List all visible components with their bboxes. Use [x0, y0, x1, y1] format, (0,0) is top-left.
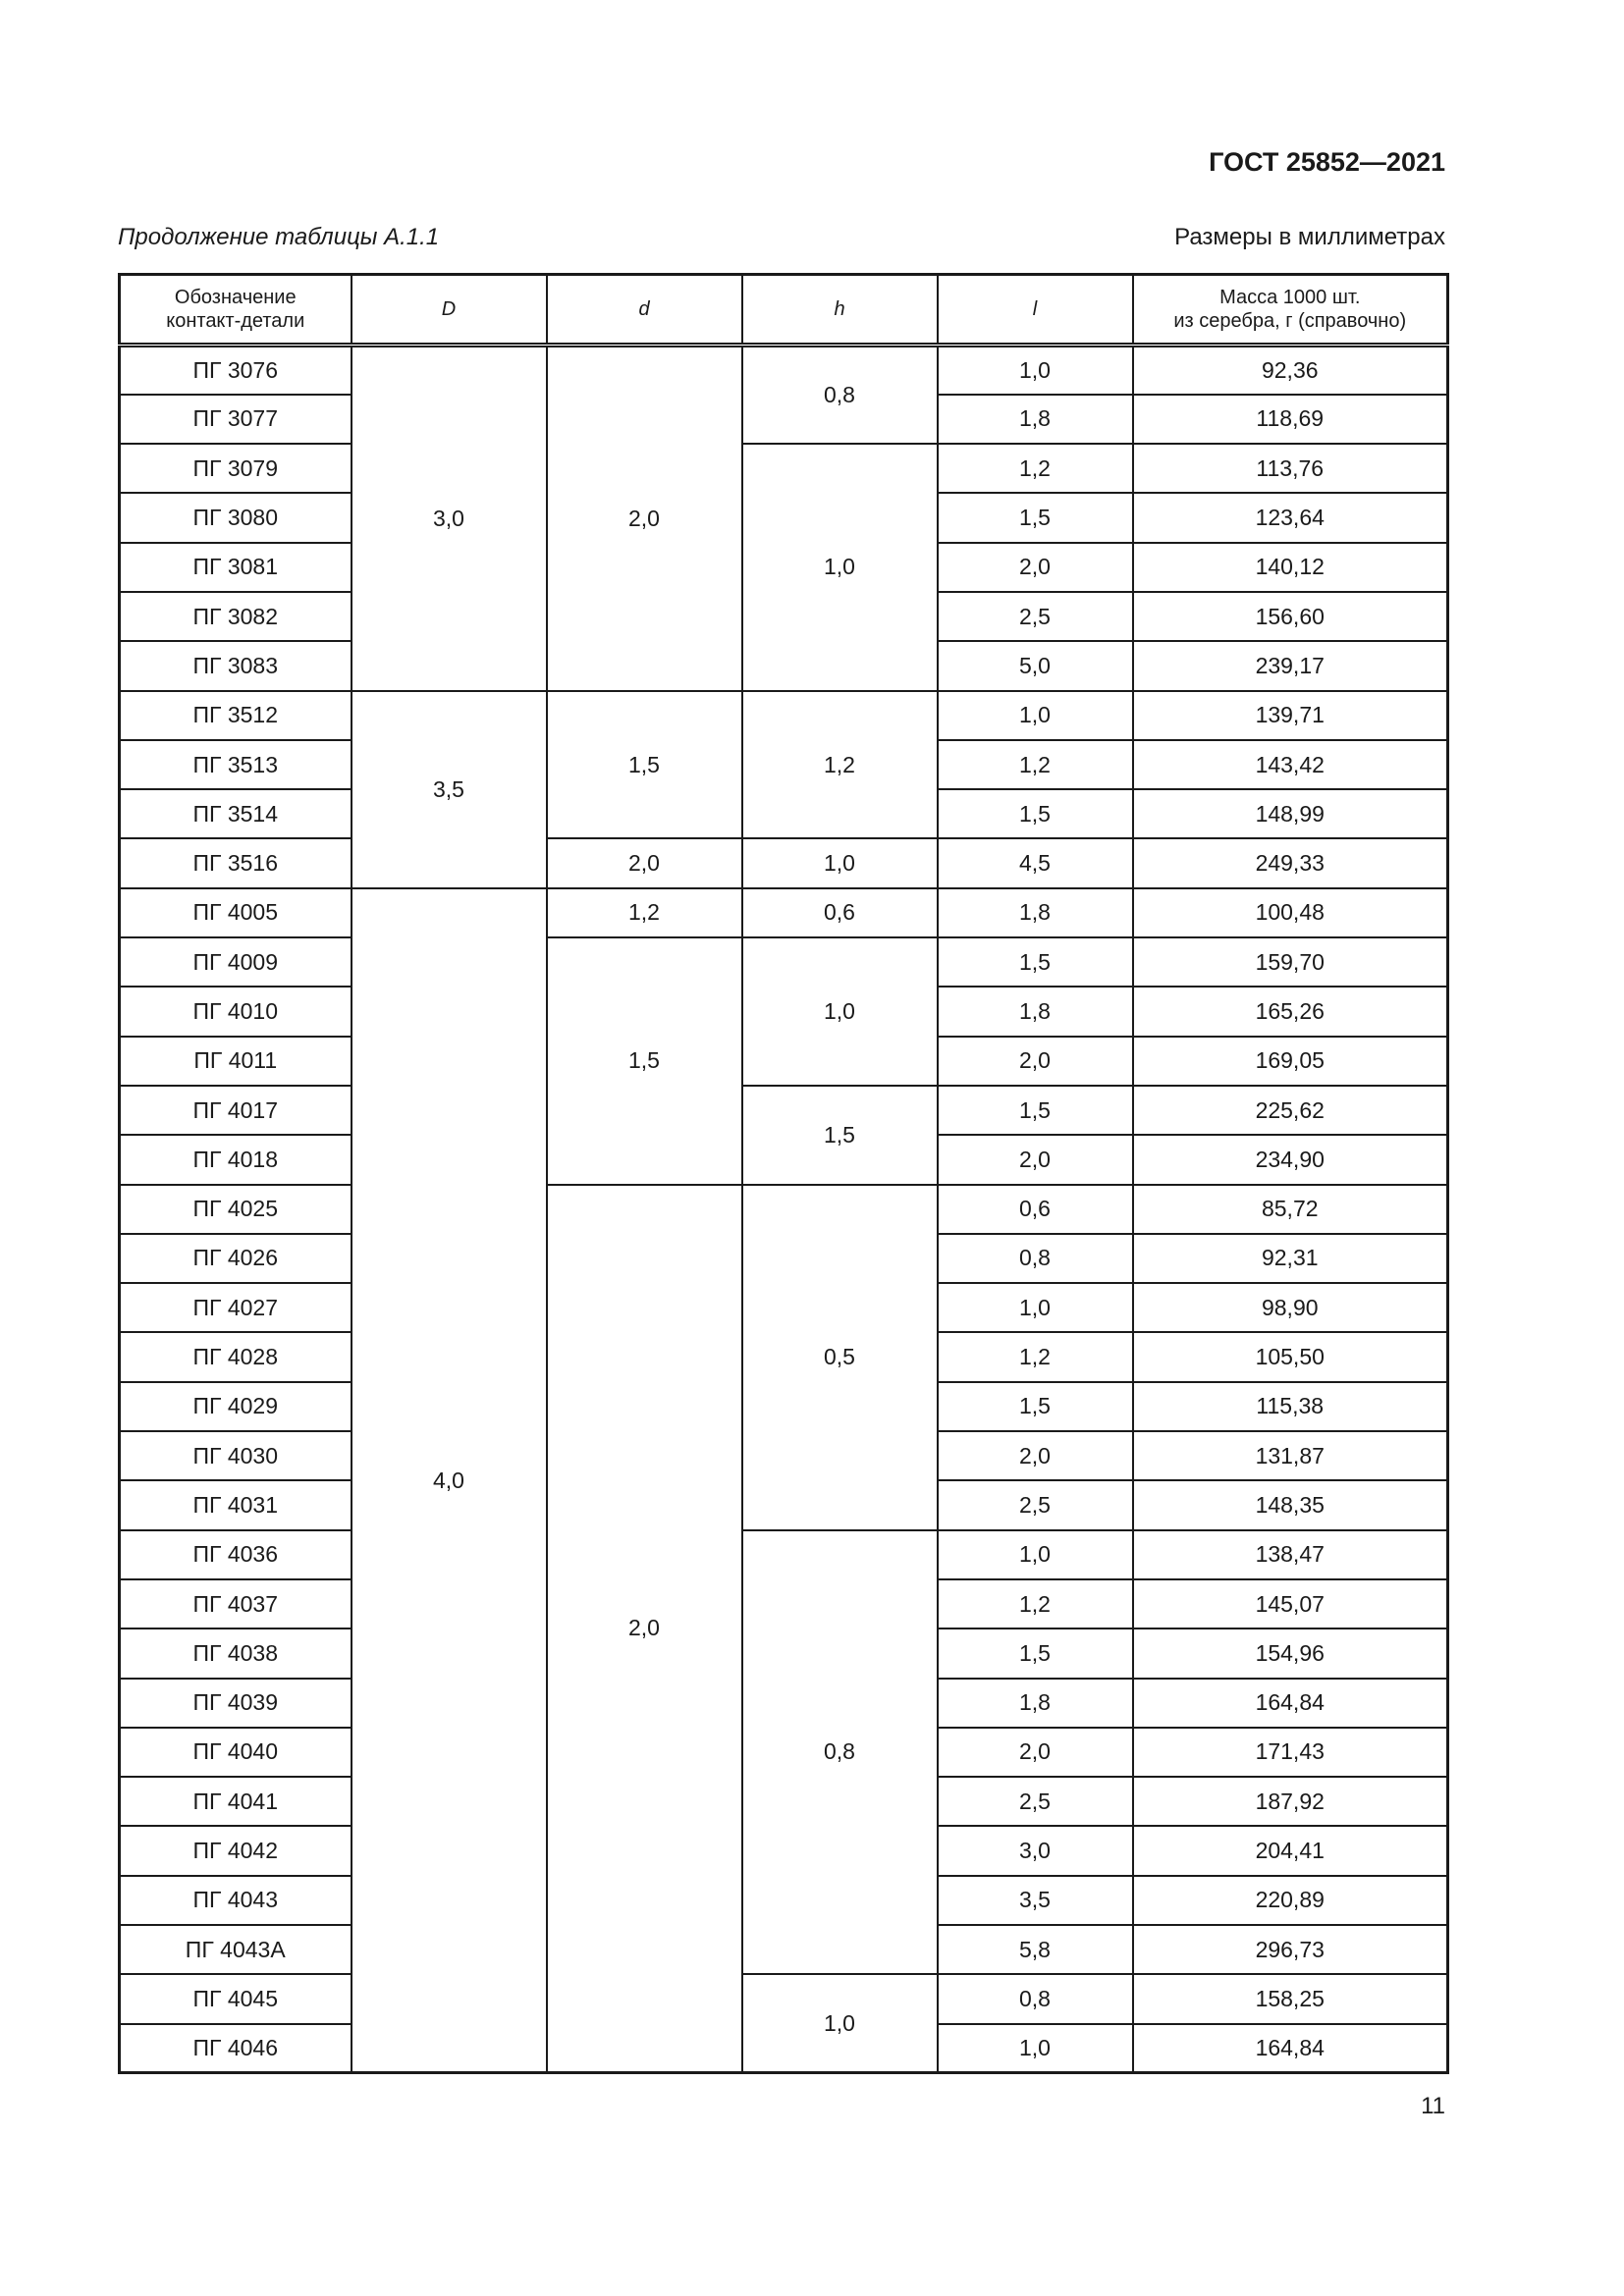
table-header-row: [120, 275, 1448, 346]
cell-d: 1,2: [547, 888, 742, 937]
cell-designation: ПГ 4043: [120, 1876, 352, 1925]
cell-designation: ПГ 4029: [120, 1382, 352, 1431]
cell-h: 0,5: [742, 1185, 938, 1530]
cell-l: 1,0: [938, 1283, 1133, 1332]
cell-mass: 220,89: [1133, 1876, 1448, 1925]
cell-mass: 165,26: [1133, 987, 1448, 1036]
cell-mass: 118,69: [1133, 395, 1448, 444]
cell-l: 1,2: [938, 1579, 1133, 1629]
col-header-mass: [1133, 275, 1448, 346]
cell-l: 3,5: [938, 1876, 1133, 1925]
cell-designation: ПГ 4010: [120, 987, 352, 1036]
table-row: [120, 691, 1448, 740]
cell-designation: ПГ 3516: [120, 838, 352, 887]
cell-designation: ПГ 3081: [120, 543, 352, 592]
col-header-l: l: [938, 275, 1133, 346]
cell-mass: 158,25: [1133, 1974, 1448, 2023]
cell-designation: ПГ 3080: [120, 493, 352, 542]
cell-h: 0,8: [742, 346, 938, 445]
cell-mass: 113,76: [1133, 444, 1448, 493]
cell-h: 1,0: [742, 838, 938, 887]
cell-l: 1,8: [938, 987, 1133, 1036]
cell-mass: 98,90: [1133, 1283, 1448, 1332]
cell-mass: 123,64: [1133, 493, 1448, 542]
cell-l: 2,5: [938, 592, 1133, 641]
cell-l: 1,5: [938, 1086, 1133, 1135]
cell-h: 1,0: [742, 937, 938, 1086]
cell-D: 3,5: [352, 691, 547, 888]
cell-mass: 100,48: [1133, 888, 1448, 937]
cell-mass: 92,36: [1133, 346, 1448, 395]
document-standard-number: ГОСТ 25852—2021: [1209, 147, 1445, 177]
cell-l: 1,0: [938, 346, 1133, 395]
cell-h: 1,2: [742, 691, 938, 839]
cell-designation: ПГ 3514: [120, 789, 352, 838]
cell-mass: 154,96: [1133, 1629, 1448, 1678]
cell-l: 1,0: [938, 2024, 1133, 2073]
cell-mass: 115,38: [1133, 1382, 1448, 1431]
cell-designation: ПГ 4011: [120, 1037, 352, 1086]
cell-l: 2,0: [938, 1037, 1133, 1086]
cell-mass: 171,43: [1133, 1728, 1448, 1777]
cell-mass: 164,84: [1133, 2024, 1448, 2073]
cell-l: 0,6: [938, 1185, 1133, 1234]
table-row: [120, 838, 1448, 887]
table-row: [120, 1086, 1448, 1135]
cell-designation: ПГ 3512: [120, 691, 352, 740]
cell-mass: 187,92: [1133, 1777, 1448, 1826]
cell-l: 0,8: [938, 1974, 1133, 2023]
cell-designation: ПГ 4005: [120, 888, 352, 937]
table-row: [120, 1530, 1448, 1579]
cell-l: 5,8: [938, 1925, 1133, 1974]
cell-mass: 225,62: [1133, 1086, 1448, 1135]
cell-mass: 85,72: [1133, 1185, 1448, 1234]
cell-designation: ПГ 4030: [120, 1431, 352, 1480]
cell-designation: ПГ 3513: [120, 740, 352, 789]
cell-designation: ПГ 4036: [120, 1530, 352, 1579]
table-row: [120, 444, 1448, 493]
cell-l: 1,5: [938, 1629, 1133, 1678]
cell-l: 2,0: [938, 1135, 1133, 1184]
cell-designation: ПГ 4028: [120, 1332, 352, 1381]
cell-designation: ПГ 4040: [120, 1728, 352, 1777]
cell-mass: 139,71: [1133, 691, 1448, 740]
cell-designation: ПГ 4039: [120, 1679, 352, 1728]
cell-l: 2,0: [938, 1728, 1133, 1777]
cell-designation: ПГ 3079: [120, 444, 352, 493]
cell-l: 0,8: [938, 1234, 1133, 1283]
cell-l: 1,8: [938, 888, 1133, 937]
table-row: [120, 888, 1448, 937]
page-number: 11: [1421, 2093, 1445, 2119]
col-header-d: d: [547, 275, 742, 346]
cell-l: 1,0: [938, 1530, 1133, 1579]
cell-designation: ПГ 4025: [120, 1185, 352, 1234]
cell-d: 2,0: [547, 346, 742, 691]
cell-mass: 296,73: [1133, 1925, 1448, 1974]
cell-mass: 156,60: [1133, 592, 1448, 641]
cell-mass: 140,12: [1133, 543, 1448, 592]
contact-parts-table: [118, 273, 1449, 2074]
cell-l: 5,0: [938, 641, 1133, 690]
cell-mass: 131,87: [1133, 1431, 1448, 1480]
cell-l: 1,0: [938, 691, 1133, 740]
cell-mass: 239,17: [1133, 641, 1448, 690]
cell-h: 0,6: [742, 888, 938, 937]
col-header-designation: [120, 275, 352, 346]
table-row: [120, 346, 1448, 395]
col-header-mass-line2: из серебра, г (справочно): [1173, 310, 1407, 332]
table-row: [120, 1974, 1448, 2023]
cell-mass: 143,42: [1133, 740, 1448, 789]
cell-d: 1,5: [547, 691, 742, 839]
col-header-designation-line1: Обозначение: [174, 287, 297, 308]
table-row: [120, 937, 1448, 987]
cell-designation: ПГ 4037: [120, 1579, 352, 1629]
col-header-h: h: [742, 275, 938, 346]
cell-mass: 159,70: [1133, 937, 1448, 987]
col-header-designation-line2: контакт-детали: [166, 310, 305, 332]
table-continuation-caption: Продолжение таблицы А.1.1: [118, 224, 440, 250]
cell-designation: ПГ 4031: [120, 1480, 352, 1529]
cell-l: 2,0: [938, 543, 1133, 592]
cell-d: 2,0: [547, 1185, 742, 2073]
cell-designation: ПГ 4045: [120, 1974, 352, 2023]
cell-l: 2,0: [938, 1431, 1133, 1480]
cell-h: 1,0: [742, 1974, 938, 2073]
cell-l: 1,5: [938, 789, 1133, 838]
cell-mass: 148,35: [1133, 1480, 1448, 1529]
cell-mass: 138,47: [1133, 1530, 1448, 1579]
units-note: Размеры в миллиметрах: [1174, 224, 1445, 250]
cell-designation: ПГ 3077: [120, 395, 352, 444]
cell-designation: ПГ 4041: [120, 1777, 352, 1826]
table-body: [120, 346, 1448, 2073]
cell-l: 1,8: [938, 395, 1133, 444]
cell-l: 2,5: [938, 1480, 1133, 1529]
cell-l: 1,8: [938, 1679, 1133, 1728]
col-header-mass-line1: Масса 1000 шт.: [1219, 287, 1361, 308]
cell-designation: ПГ 4027: [120, 1283, 352, 1332]
cell-h: 1,0: [742, 444, 938, 690]
cell-d: 2,0: [547, 838, 742, 887]
cell-designation: ПГ 4043А: [120, 1925, 352, 1974]
cell-h: 0,8: [742, 1530, 938, 1975]
cell-l: 1,2: [938, 1332, 1133, 1381]
cell-designation: ПГ 4038: [120, 1629, 352, 1678]
cell-designation: ПГ 4046: [120, 2024, 352, 2073]
cell-mass: 145,07: [1133, 1579, 1448, 1629]
cell-h: 1,5: [742, 1086, 938, 1185]
cell-designation: ПГ 4026: [120, 1234, 352, 1283]
cell-designation: ПГ 3083: [120, 641, 352, 690]
cell-l: 1,5: [938, 1382, 1133, 1431]
cell-mass: 164,84: [1133, 1679, 1448, 1728]
cell-mass: 92,31: [1133, 1234, 1448, 1283]
cell-designation: ПГ 4009: [120, 937, 352, 987]
cell-mass: 204,41: [1133, 1826, 1448, 1875]
cell-d: 1,5: [547, 937, 742, 1184]
cell-l: 4,5: [938, 838, 1133, 887]
cell-l: 1,5: [938, 493, 1133, 542]
cell-l: 1,2: [938, 444, 1133, 493]
cell-mass: 169,05: [1133, 1037, 1448, 1086]
cell-mass: 234,90: [1133, 1135, 1448, 1184]
cell-designation: ПГ 4042: [120, 1826, 352, 1875]
cell-mass: 148,99: [1133, 789, 1448, 838]
cell-designation: ПГ 3082: [120, 592, 352, 641]
cell-D: 4,0: [352, 888, 547, 2073]
col-header-D: D: [352, 275, 547, 346]
cell-l: 3,0: [938, 1826, 1133, 1875]
table-row: [120, 1185, 1448, 1234]
cell-mass: 249,33: [1133, 838, 1448, 887]
cell-designation: ПГ 4017: [120, 1086, 352, 1135]
cell-designation: ПГ 4018: [120, 1135, 352, 1184]
cell-l: 1,2: [938, 740, 1133, 789]
cell-l: 1,5: [938, 937, 1133, 987]
cell-mass: 105,50: [1133, 1332, 1448, 1381]
cell-l: 2,5: [938, 1777, 1133, 1826]
cell-D: 3,0: [352, 346, 547, 691]
cell-designation: ПГ 3076: [120, 346, 352, 395]
